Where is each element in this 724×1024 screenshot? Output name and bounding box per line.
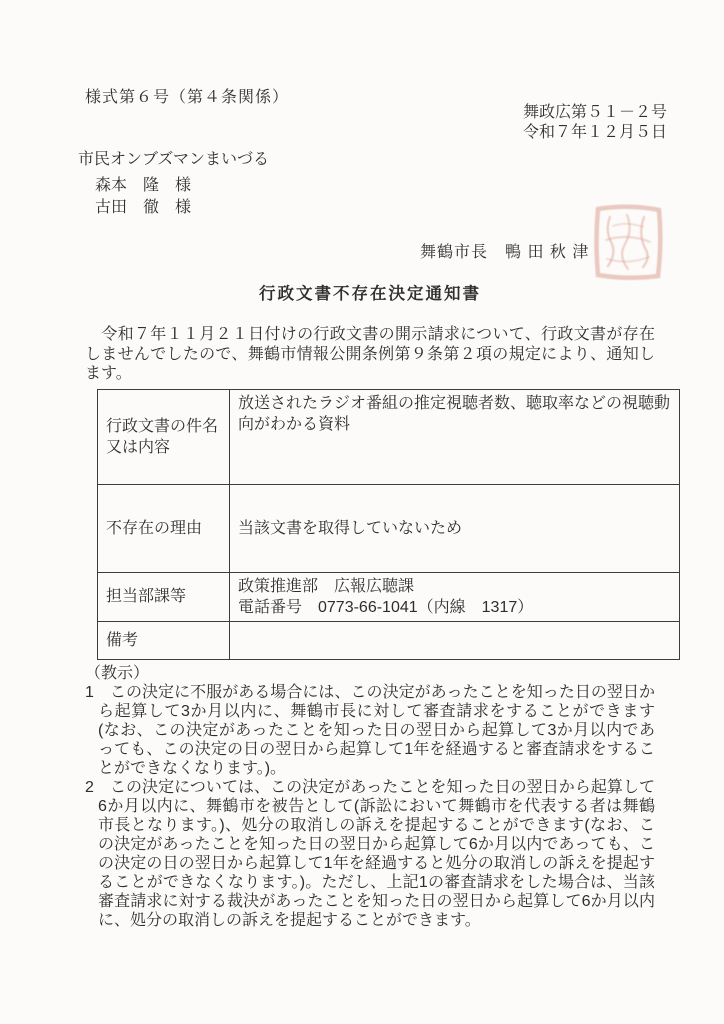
item-text: この決定に不服がある場合には、この決定があったことを知った日の翌日から起算して3か月以内に、舞鶴市長に対して審査請求をすることができます(なお、この決定があったことを知った日の翌日から起算して3か月以内であっても、この決定の日の翌日から起算して1年を経過すると審査請求をすることができなくなります。)。 <box>98 683 655 777</box>
table-row-department <box>98 572 680 621</box>
sender-mayor-name: 舞鶴市長 鴨 田 秋 津 <box>420 244 590 261</box>
recipient-name: 古田 徹 様 <box>95 199 192 216</box>
recipient-organization: 市民オンブズマンまいづる <box>78 151 270 168</box>
row-label: 不存在の理由 <box>98 484 230 572</box>
row-label: 担当部課等 <box>98 572 230 621</box>
mayor-seal-stamp-icon <box>591 200 665 284</box>
item-number: 2 <box>85 778 94 796</box>
table-row-subject <box>98 389 680 484</box>
table-row-remarks <box>98 621 680 659</box>
phone-number: 電話番号 0773-66-1041（内線 1317） <box>238 598 534 616</box>
instruction-item <box>85 683 655 778</box>
row-value <box>230 621 680 659</box>
department-name: 政策推進部 広報広聴課 <box>238 577 415 595</box>
document-title: 行政文書不存在決定通知書 <box>259 285 481 303</box>
row-label: 備考 <box>98 621 230 659</box>
decision-info-table <box>97 389 680 660</box>
form-number: 様式第６号（第４条関係） <box>85 89 290 106</box>
appeal-instructions <box>85 664 655 930</box>
reference-block <box>523 103 667 143</box>
row-label: 行政文書の件名又は内容 <box>98 389 230 484</box>
document-body <box>85 280 671 930</box>
table-row-reason <box>98 484 680 572</box>
row-value: 放送されたラジオ番組の推定視聴者数、聴取率などの視聴動向がわかる資料 <box>230 389 680 484</box>
instructions-heading: （教示） <box>85 664 150 682</box>
document-number: 舞政広第５１－２号 <box>522 104 667 121</box>
row-value: 当該文書を取得していないため <box>230 484 680 572</box>
recipient-name: 森本 隆 様 <box>95 177 192 194</box>
item-text: この決定については、この決定があったことを知った日の翌日から起算して6か月以内に、舞鶴市を被告として(訴訟において舞鶴市を代表する者は舞鶴市長となります。)、処分の取消しの訴えを提起することができます(なお、この決定があったことを知った日の翌日から起算して6か月以内であっても、この決定の日の翌日から起算して1年を経過すると処分の取消しの訴えを提起することができなくなります。)。ただし、上記1の審査請求をした場合は、当該審査請求に対する裁決があったことを知った日の翌日から起算して6か月以内に、処分の取消しの訴えを提起することができます。 <box>98 778 655 929</box>
document-date: 令和７年１２月５日 <box>522 124 667 141</box>
intro-paragraph: 令和７年１１月２１日付けの行政文書の開示請求について、行政文書が存在しませんでしたので、舞鶴市情報公開条例第９条第２項の規定により、通知します。 <box>85 326 655 382</box>
instruction-item <box>85 778 655 930</box>
recipient-names <box>95 175 191 219</box>
item-number: 1 <box>85 683 94 701</box>
row-value <box>230 572 680 621</box>
